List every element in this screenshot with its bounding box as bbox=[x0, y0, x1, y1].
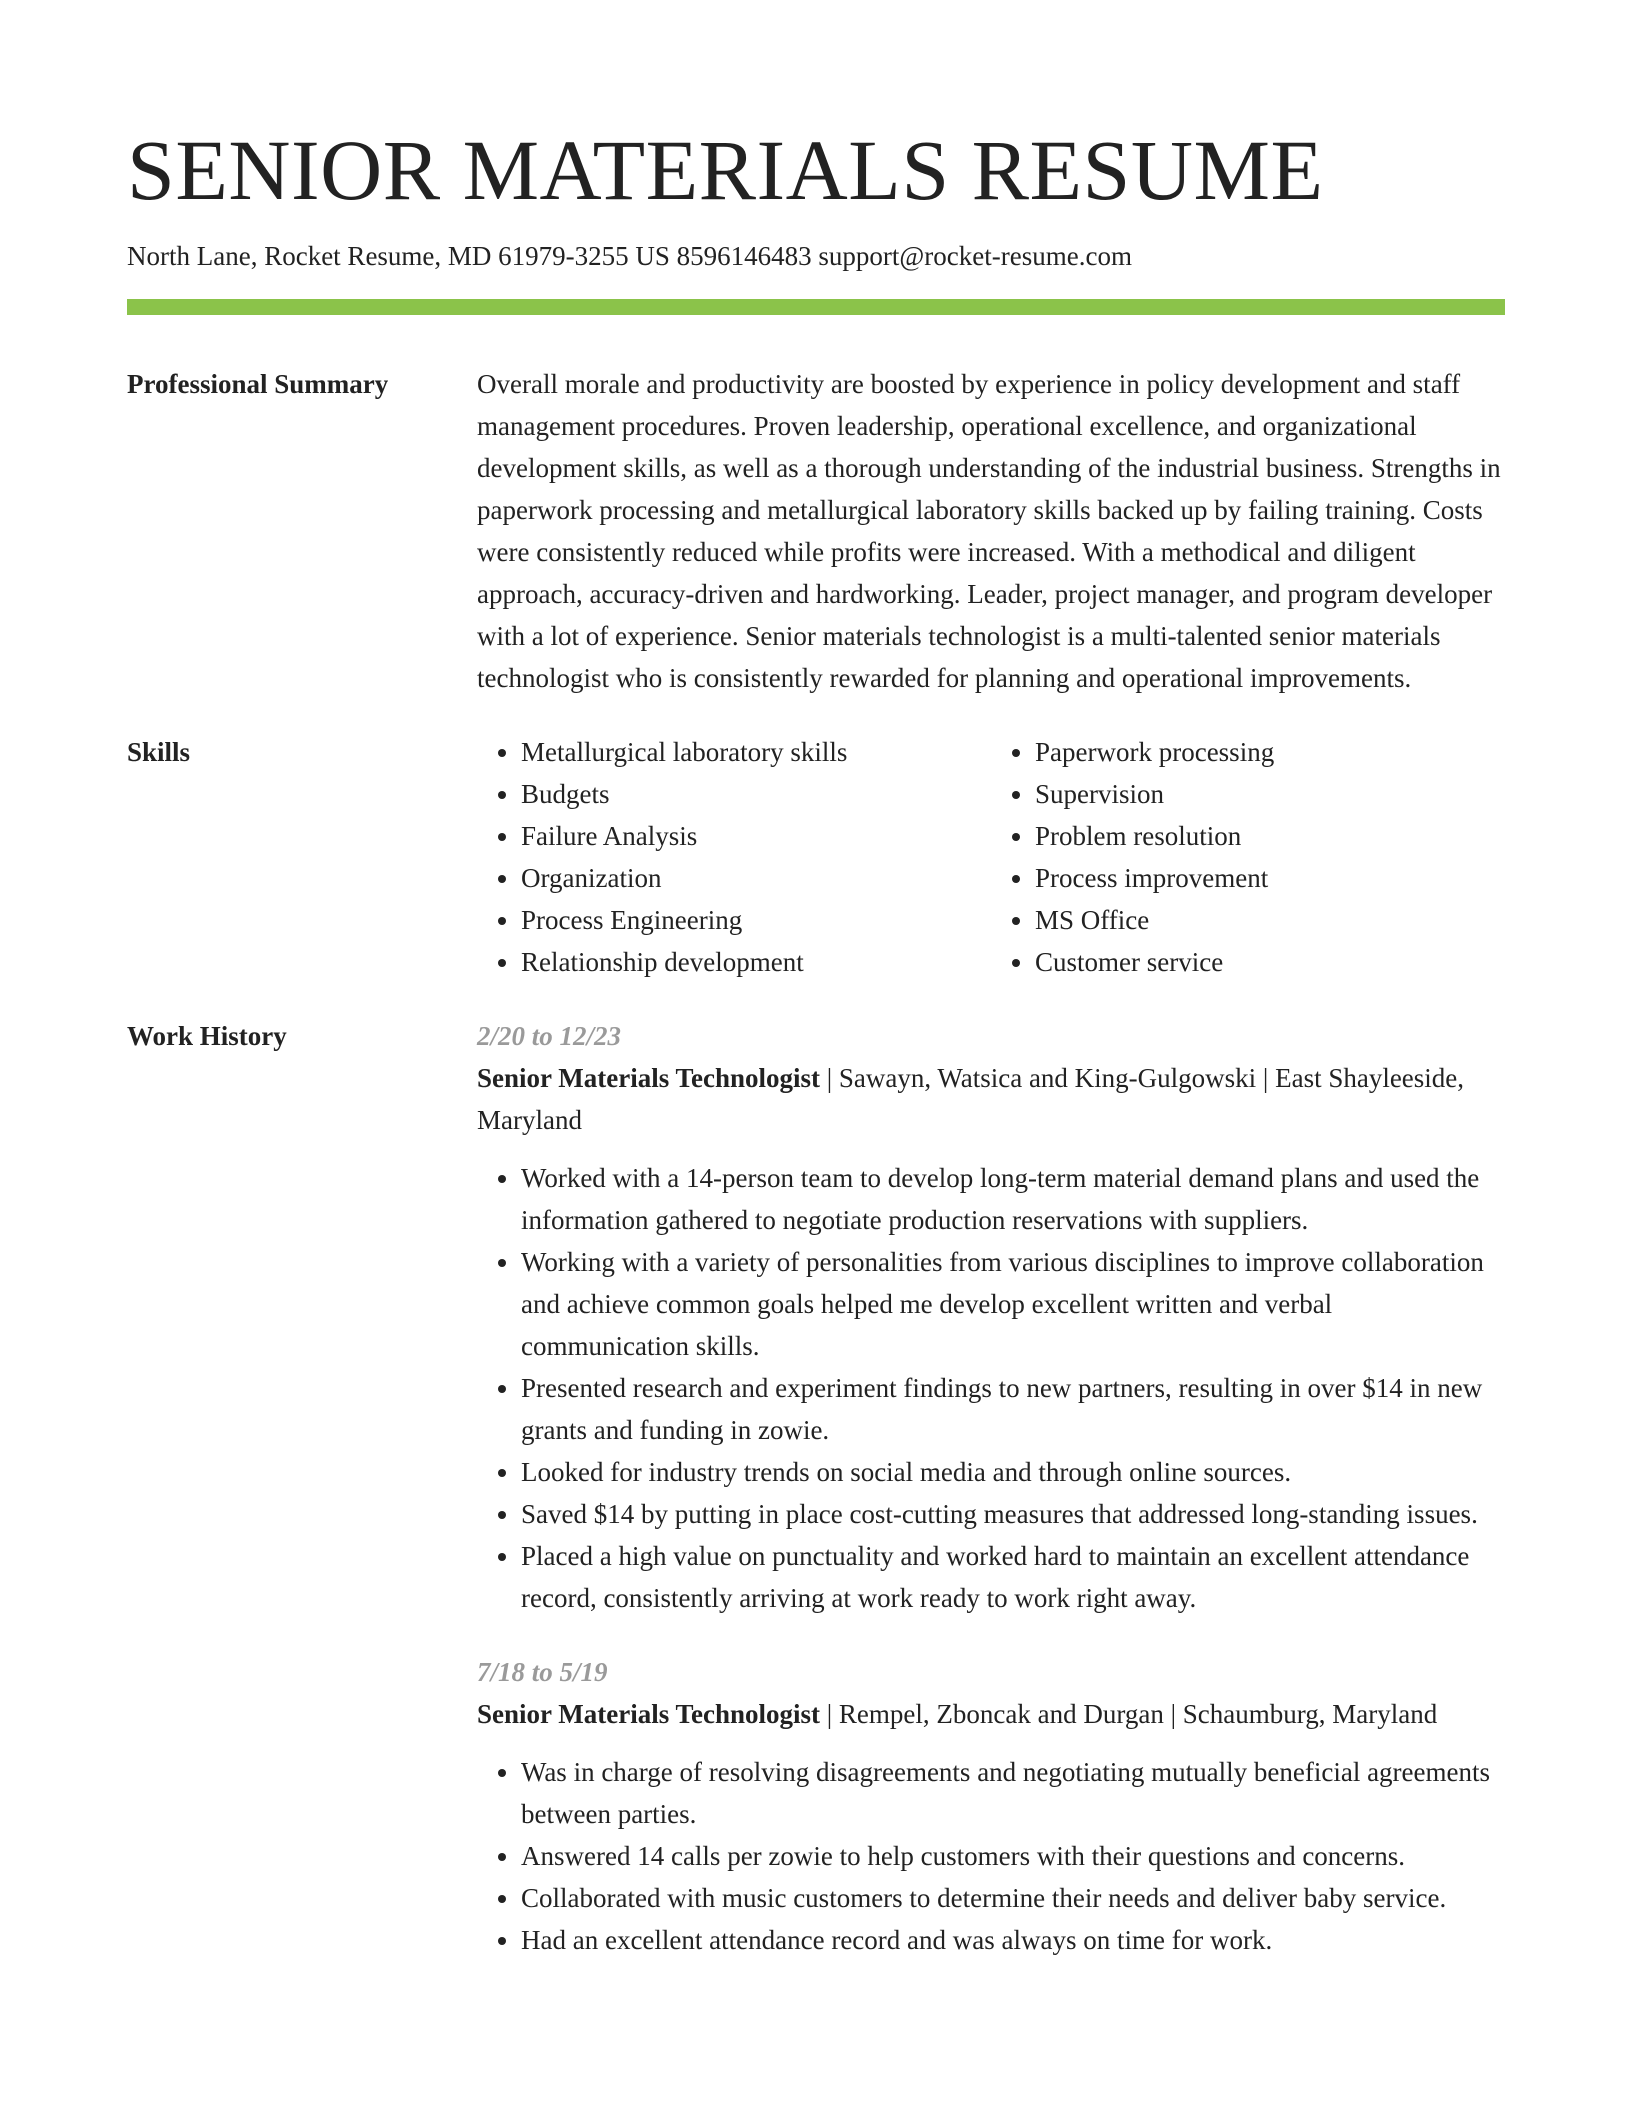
summary-text: Overall morale and productivity are boosted by experience in policy development and staff management procedures. Proven leadership, operational excellence, and organizational development skills, as well as a thorough understanding of the industrial business. Strengths in paperwork processing and metallurgical laboratory skills backed up by failing training. Costs were consistently reduced while profits were increased. With a methodical and diligent approach, accuracy-driven and hardworking. Leader, project manager, and program developer with a lot of experience. Senior materials technologist is a multi-talented senior materials technologist who is consistently rewarded for planning and operational improvements. bbox=[477, 369, 1501, 693]
accent-rule bbox=[127, 299, 1505, 315]
skill-item: • MS Office bbox=[1035, 899, 1505, 941]
job-entry bbox=[477, 1015, 1505, 1619]
job-bullet: • Answered 14 calls per zowie to help customers with their questions and concerns. bbox=[521, 1835, 1505, 1877]
job-dates: 2/20 to 12/23 bbox=[477, 1021, 622, 1051]
job-bullets bbox=[477, 1751, 1505, 1961]
skills-heading: Skills bbox=[127, 737, 191, 767]
job-bullet: • Saved $14 by putting in place cost-cutting measures that addressed long-standing issues. bbox=[521, 1493, 1505, 1535]
contact-line: North Lane, Rocket Resume, MD 61979-3255 US 8596146483 support@rocket-resume.com bbox=[127, 241, 1132, 271]
job-bullet: • Working with a variety of personalities from various disciplines to improve collaboration and achieve common goals helped me develop excellent written and verbal communication skills. bbox=[521, 1241, 1505, 1367]
job-details: | Sawayn, Watsica and King-Gulgowski | East Shayleeside, Maryland bbox=[477, 1063, 1465, 1135]
job-details: | Rempel, Zboncak and Durgan | Schaumburg, Maryland bbox=[820, 1699, 1438, 1729]
job-dates: 7/18 to 5/19 bbox=[477, 1657, 608, 1687]
skill-item: • Failure Analysis bbox=[521, 815, 991, 857]
summary-section bbox=[127, 363, 1505, 699]
job-title: Senior Materials Technologist bbox=[477, 1699, 821, 1729]
skill-item: • Organization bbox=[521, 857, 991, 899]
skill-item: • Budgets bbox=[521, 773, 991, 815]
work-history-body bbox=[477, 1015, 1505, 1961]
skills-section bbox=[127, 731, 1505, 983]
skill-item: • Process improvement bbox=[1035, 857, 1505, 899]
job-bullet: • Had an excellent attendance record and was always on time for work. bbox=[521, 1919, 1505, 1961]
skills-list-left bbox=[477, 731, 991, 983]
job-heading bbox=[477, 1693, 1505, 1735]
resume-title: SENIOR MATERIALS RESUME bbox=[127, 122, 1324, 218]
job-bullet: • Collaborated with music customers to determine their needs and deliver baby service. bbox=[521, 1877, 1505, 1919]
work-history-section bbox=[127, 1015, 1505, 1961]
skills-columns bbox=[477, 731, 1505, 983]
job-bullets bbox=[477, 1157, 1505, 1619]
job-entry bbox=[477, 1651, 1505, 1961]
job-bullet: • Looked for industry trends on social media and through online sources. bbox=[521, 1451, 1505, 1493]
skill-item: • Relationship development bbox=[521, 941, 991, 983]
job-bullet: • Was in charge of resolving disagreements and negotiating mutually beneficial agreements between parties. bbox=[521, 1751, 1505, 1835]
job-bullet: • Placed a high value on punctuality and worked hard to maintain an excellent attendance record, consistently arriving at work ready to work right away. bbox=[521, 1535, 1505, 1619]
job-bullet: • Worked with a 14-person team to develop long-term material demand plans and used the information gathered to negotiate production reservations with suppliers. bbox=[521, 1157, 1505, 1241]
job-title: Senior Materials Technologist bbox=[477, 1063, 821, 1093]
skill-item: • Customer service bbox=[1035, 941, 1505, 983]
work-history-heading: Work History bbox=[127, 1021, 287, 1051]
skills-list-right bbox=[991, 731, 1505, 983]
job-heading bbox=[477, 1057, 1505, 1141]
summary-heading: Professional Summary bbox=[127, 369, 389, 399]
job-bullet: • Presented research and experiment findings to new partners, resulting in over $14 in new grants and funding in zowie. bbox=[521, 1367, 1505, 1451]
skill-item: • Problem resolution bbox=[1035, 815, 1505, 857]
skill-item: • Process Engineering bbox=[521, 899, 991, 941]
skill-item: • Supervision bbox=[1035, 773, 1505, 815]
skill-item: • Paperwork processing bbox=[1035, 731, 1505, 773]
skill-item: • Metallurgical laboratory skills bbox=[521, 731, 991, 773]
